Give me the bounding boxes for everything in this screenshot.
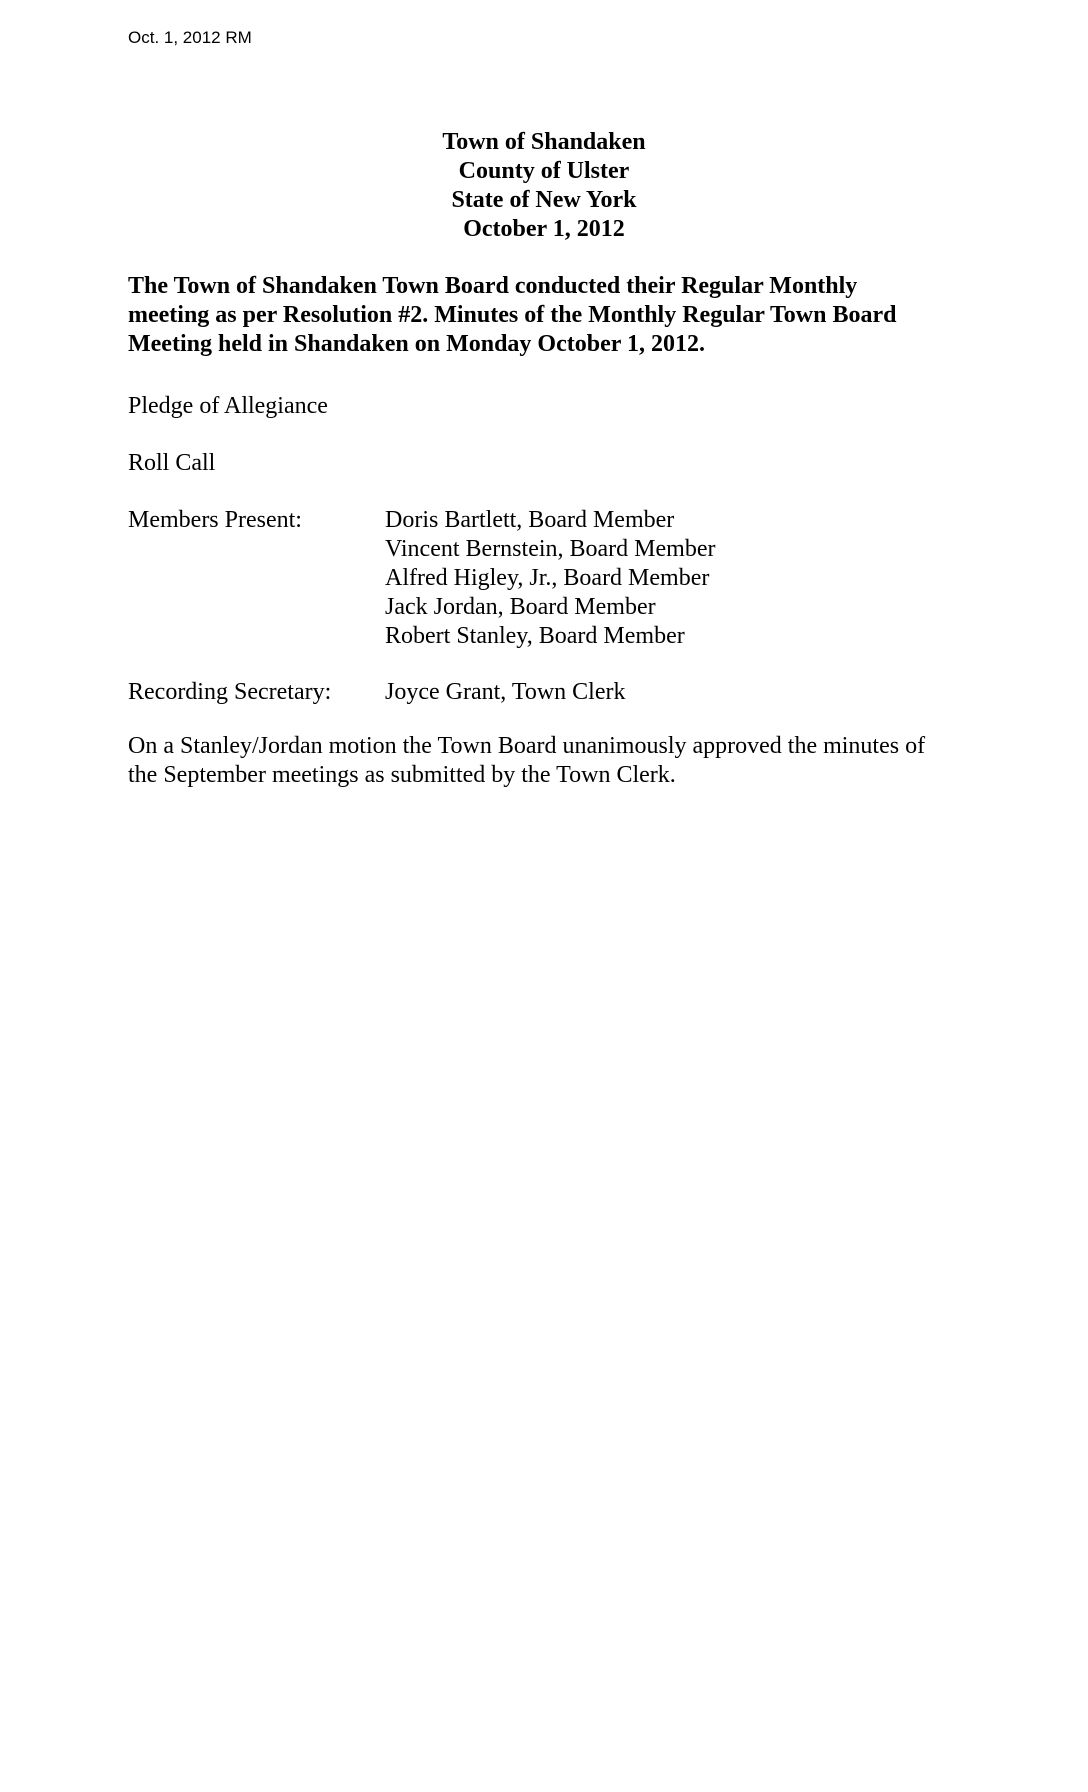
header-note: Oct. 1, 2012 RM — [128, 28, 252, 47]
intro-line: meeting as per Resolution #2. Minutes of the Monthly Regular Town Board — [128, 302, 897, 328]
member-name: Robert Stanley, Board Member — [385, 623, 685, 649]
members-present-label: Members Present: — [128, 507, 302, 533]
title-state: State of New York — [451, 187, 637, 213]
members-list — [385, 506, 715, 651]
motion-line: On a Stanley/Jordan motion the Town Board unanimously approved the minutes of — [128, 733, 926, 759]
motion-line: the September meetings as submitted by the Town Clerk. — [128, 762, 676, 788]
intro-paragraph — [128, 272, 978, 359]
pledge-text: Pledge of Allegiance — [128, 393, 328, 419]
intro-line: Meeting held in Shandaken on Monday October 1, 2012. — [128, 331, 705, 357]
member-name: Doris Bartlett, Board Member — [385, 507, 675, 533]
document-title — [128, 128, 960, 244]
roll-call-text: Roll Call — [128, 450, 216, 476]
member-name: Vincent Bernstein, Board Member — [385, 536, 716, 562]
member-name: Jack Jordan, Board Member — [385, 594, 656, 620]
recording-secretary-name: Joyce Grant, Town Clerk — [385, 679, 626, 705]
intro-line: The Town of Shandaken Town Board conducted their Regular Monthly — [128, 273, 858, 299]
title-town: Town of Shandaken — [442, 129, 646, 155]
motion-paragraph — [128, 732, 988, 790]
member-name: Alfred Higley, Jr., Board Member — [385, 565, 710, 591]
recording-secretary-label: Recording Secretary: — [128, 679, 332, 705]
title-date: October 1, 2012 — [463, 216, 625, 242]
title-county: County of Ulster — [458, 158, 630, 184]
